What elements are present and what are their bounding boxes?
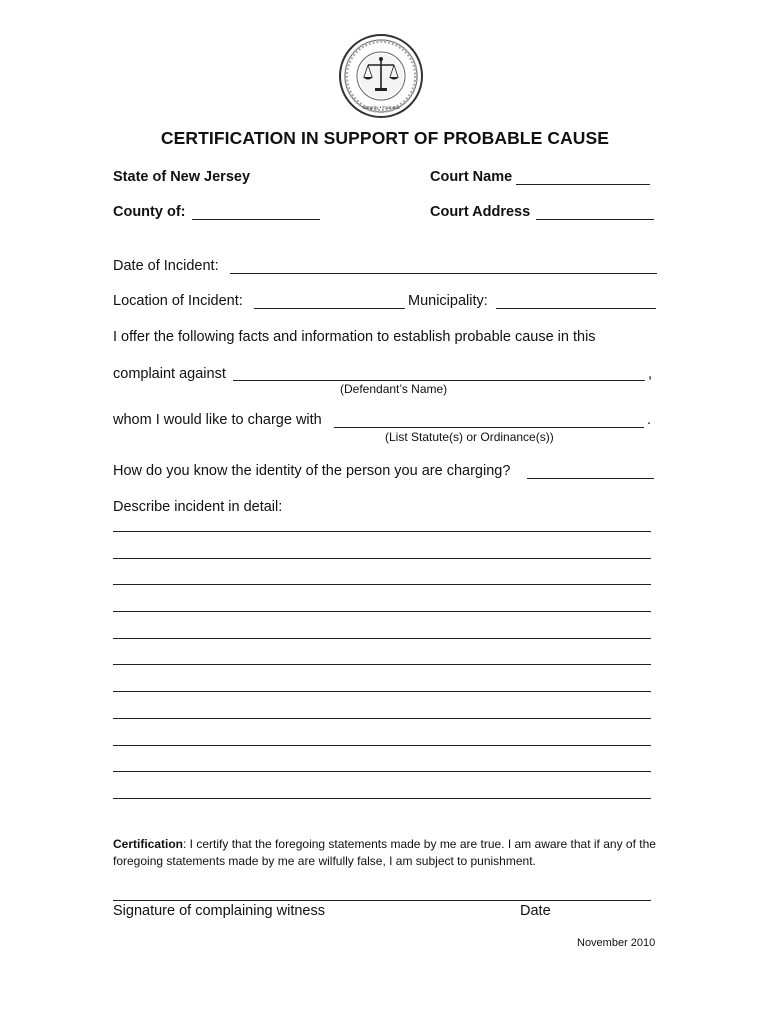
court-seal: [338, 33, 424, 119]
svg-text:Integrity • Fairness: Integrity • Fairness: [362, 105, 400, 110]
period: .: [647, 412, 652, 428]
statute-caption: (List Statute(s) or Ordinance(s)): [385, 430, 554, 444]
incident-description-input[interactable]: [113, 512, 651, 802]
date-of-incident-label: Date of Incident:: [113, 258, 219, 274]
statute-input[interactable]: [336, 411, 642, 427]
date-of-incident-input[interactable]: [232, 257, 655, 273]
county-input[interactable]: [194, 203, 318, 219]
county-label: County of:: [113, 204, 186, 220]
court-name-label: Court Name: [430, 169, 513, 185]
signature-line: [113, 900, 651, 901]
facts-intro: I offer the following facts and information to establish probable cause in this: [113, 329, 596, 345]
statute-line: [334, 427, 644, 428]
identity-line: [527, 478, 654, 479]
location-line: [254, 308, 405, 309]
county-line: [192, 219, 320, 220]
revision-date: November 2010: [577, 937, 656, 949]
identity-question: How do you know the identity of the person you are charging?: [113, 463, 511, 479]
certification-text: : I certify that the foregoing statements made by me are true. I am aware that if any of the foregoing statements made by me are wilfully false, I am subject to punishment.: [113, 837, 656, 868]
defendant-name-line: [233, 380, 645, 381]
state-label: State of New Jersey: [113, 169, 251, 185]
court-seal-scales-icon: [338, 33, 424, 119]
defendant-name-input[interactable]: [235, 364, 643, 380]
certification-statement: [113, 836, 673, 870]
complaint-against-label: complaint against: [113, 366, 226, 382]
date-label: Date: [520, 903, 551, 919]
charge-label: whom I would like to charge with: [113, 412, 322, 428]
court-name-input[interactable]: [518, 168, 648, 184]
identity-input[interactable]: [529, 462, 652, 478]
page-title: CERTIFICATION IN SUPPORT OF PROBABLE CAUSE: [160, 128, 610, 148]
defendant-caption: (Defendant’s Name): [340, 382, 448, 396]
describe-label: Describe incident in detail:: [113, 499, 283, 515]
court-address-input[interactable]: [538, 203, 652, 219]
municipality-input[interactable]: [498, 292, 654, 308]
court-address-label: Court Address: [430, 204, 531, 220]
comma: ,: [648, 366, 653, 382]
date-of-incident-line: [230, 273, 657, 274]
municipality-label: Municipality:: [408, 293, 488, 309]
location-input[interactable]: [256, 292, 403, 308]
location-label: Location of Incident:: [113, 293, 243, 309]
certification-label: Certification: [113, 837, 184, 851]
court-address-line: [536, 219, 654, 220]
signature-date-input[interactable]: [520, 882, 650, 898]
court-name-line: [516, 184, 650, 185]
municipality-line: [496, 308, 656, 309]
signature-label: Signature of complaining witness: [113, 903, 325, 919]
signature-input[interactable]: [115, 882, 495, 898]
